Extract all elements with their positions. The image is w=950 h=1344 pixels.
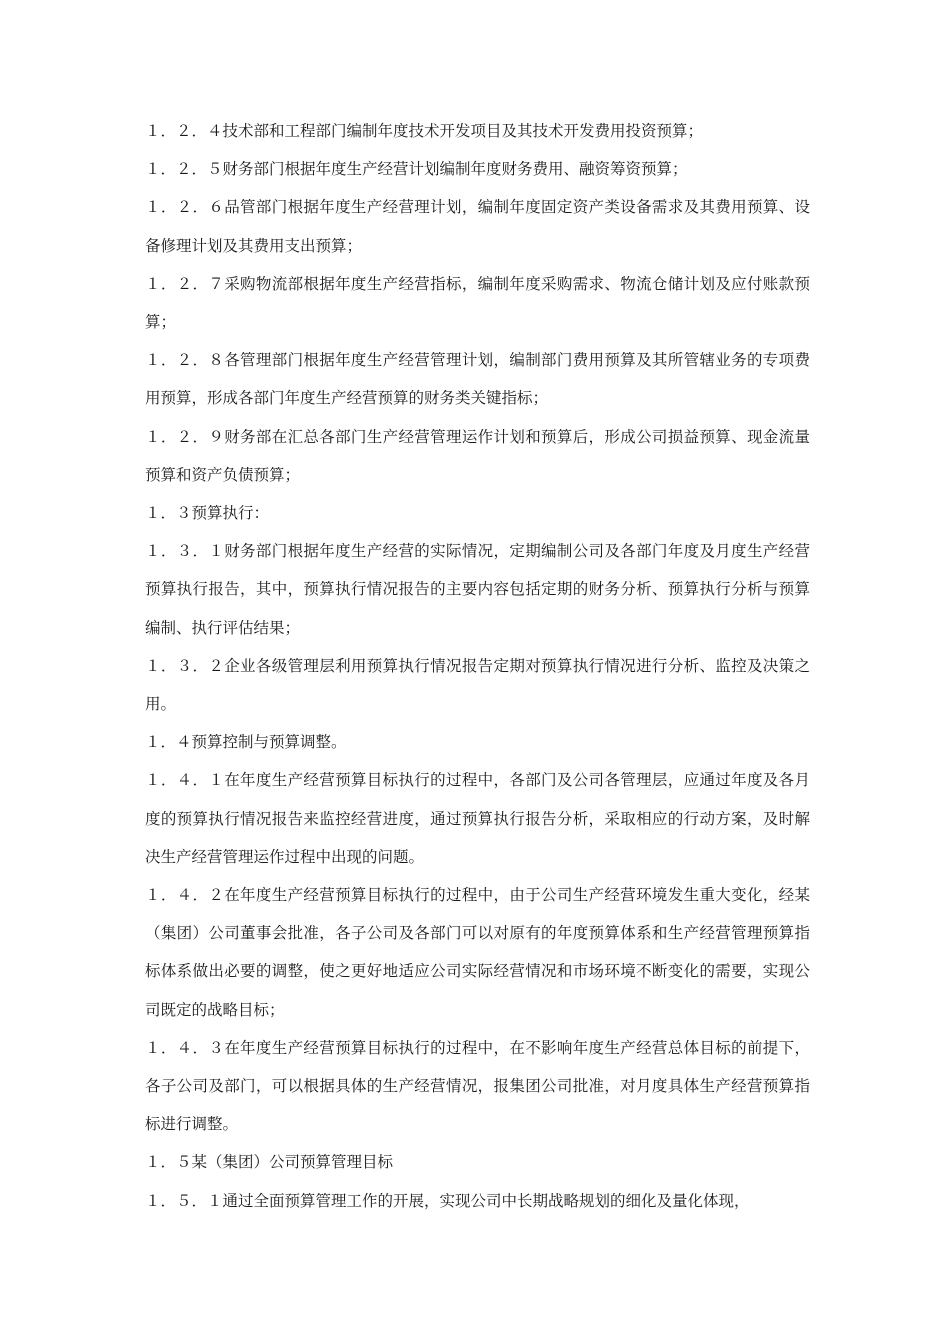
document-body [145, 112, 810, 1220]
paragraph-1-4-2: １．４．２在年度生产经营预算目标执行的过程中，由于公司生产经营环境发生重大变化，经某（集团）公司董事会批准，各子公司及各部门可以对原有的年度预算体系和生产经营管理预算指标体系做出必要的调整，使之更好地适应公司实际经营情况和市场环境不断变化的需要，实现公司既定的战略目标； [145, 886, 810, 1019]
paragraph-1-3-1: １．３．１财务部门根据年度生产经营的实际情况，定期编制公司及各部门年度及月度生产经营预算执行报告，其中，预算执行情况报告的主要内容包括定期的财务分析、预算执行分析与预算编制、执行评估结果； [145, 542, 810, 637]
paragraph-1-2-8: １．２．８各管理部门根据年度生产经营管理计划，编制部门费用预算及其所管辖业务的专项费用预算，形成各部门年度生产经营预算的财务类关键指标； [145, 351, 810, 408]
paragraph-1-4-1: １．４．１在年度生产经营预算目标执行的过程中，各部门及公司各管理层，应通过年度及各月度的预算执行情况报告来监控经营进度，通过预算执行报告分析，采取相应的行动方案，及时解决生产经营管理运作过程中出现的问题。 [145, 771, 810, 866]
paragraph-1-2-4: １．２．４技术部和工程部门编制年度技术开发项目及其技术开发费用投资预算； [145, 122, 704, 140]
section-heading-1-4: １．４预算控制与预算调整。 [145, 733, 347, 752]
section-heading-1-3: １．３预算执行： [145, 504, 270, 523]
paragraph-1-4-3: １．４．３在年度生产经营预算目标执行的过程中，在不影响年度生产经营总体目标的前提下，各子公司及部门，可以根据具体的生产经营情况，报集团公司批准，对月度具体生产经营预算指标进行调整。 [145, 1038, 810, 1134]
paragraph-1-3-2: １．３．２企业各级管理层利用预算执行情况报告定期对预算执行情况进行分析、监控及决策之用。 [145, 656, 810, 714]
section-heading-1-5: １．５某（集团）公司预算管理目标 [145, 1153, 394, 1172]
paragraph-1-2-5: １．２．５财务部门根据年度生产经营计划编制年度财务费用、融资筹资预算； [145, 160, 688, 179]
paragraph-1-2-7: １．２．７采购物流部根据年度生产经营指标，编制年度采购需求、物流仓储计划及应付账款预算； [145, 274, 810, 332]
paragraph-1-2-6: １．２．６品管部门根据年度生产经营理计划，编制年度固定资产类设备需求及其费用预算、设备修理计划及其费用支出预算； [145, 198, 810, 255]
paragraph-1-2-9: １．２．９财务部在汇总各部门生产经营管理运作计划和预算后，形成公司损益预算、现金流量预算和资产负债预算； [145, 427, 810, 484]
paragraph-1-5-1: １．５．１通过全面预算管理工作的开展，实现公司中长期战略规划的细化及量化体现， [145, 1191, 750, 1210]
